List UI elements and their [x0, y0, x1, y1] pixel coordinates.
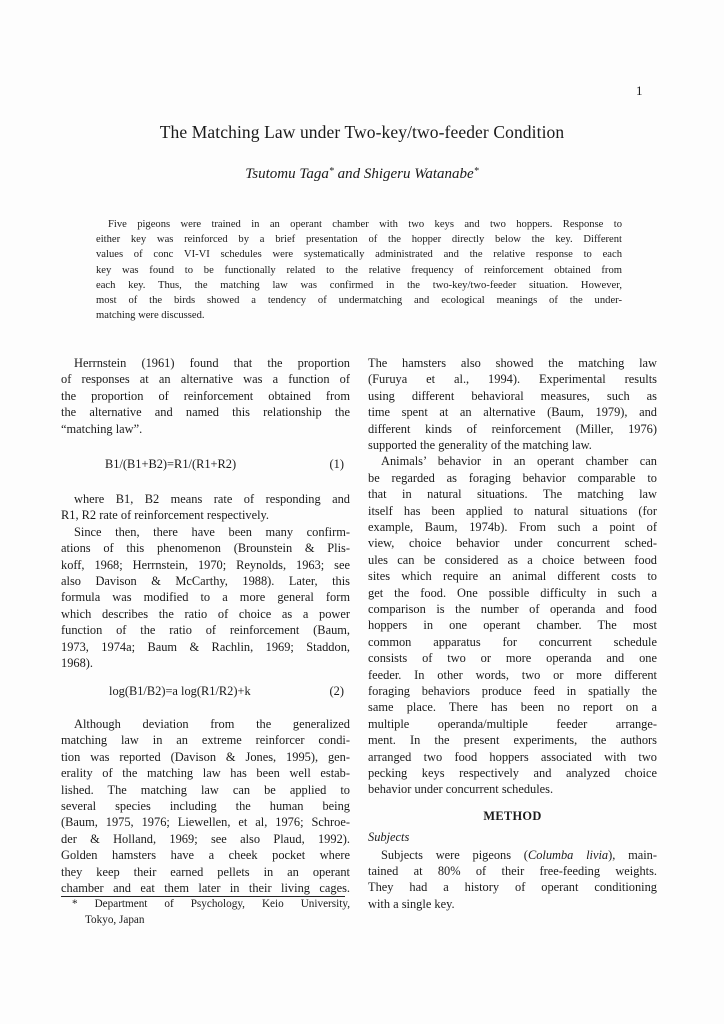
- body-line: ations of this phenomenon (Brounstein & Plis-: [61, 541, 350, 556]
- body-line: Golden hamsters have a cheek pocket where: [61, 848, 350, 863]
- body-line: pecking keys respectively and analyzed choice: [368, 766, 657, 780]
- body-line: function of the ratio of reinforcement (Baum,: [61, 623, 350, 638]
- body-line: der & Holland, 1969; see also Plaud, 1992).: [61, 831, 350, 846]
- section-heading-method: METHOD: [483, 809, 542, 823]
- body-line: chamber and eat them later in their living cages.: [61, 881, 350, 895]
- body-line: lished. The matching law can be applied to: [61, 782, 350, 797]
- body-line: behavior under concurrent schedules.: [368, 782, 554, 797]
- equation-formula: log(B1/B2)=a log(R1/R2)+k: [109, 684, 251, 698]
- species-name: Columba livia: [527, 847, 609, 862]
- body-line: foraging behaviors produce feed in spatially the: [368, 684, 657, 698]
- body-line: ules can be considered as a choice between food: [368, 552, 657, 567]
- body-line: with a single key.: [368, 896, 455, 911]
- page-number: 1: [636, 83, 643, 98]
- footnote-line: [72, 896, 350, 912]
- paper-title: The Matching Law under Two-key/two-feeder Condition: [159, 122, 565, 142]
- body-line: that in natural situations. The matching law: [368, 487, 657, 502]
- body-line: arranged two food hoppers associated with two: [368, 749, 657, 764]
- author-affiliation-mark: *: [473, 166, 479, 177]
- body-line: R1, R2 rate of reinforcement respectively.: [61, 508, 270, 523]
- equation-number: (1): [329, 457, 344, 471]
- equation-number: (2): [329, 684, 344, 698]
- equation-formula: B1/(B1+B2)=R1/(R1+R2): [105, 457, 237, 471]
- body-line: Although deviation from the generalized: [74, 717, 350, 731]
- abstract-line: values of conc VI-VI schedules were systematically administrated and the relative response to each: [96, 249, 622, 261]
- body-line: Since then, there have been many confirm-: [74, 524, 350, 539]
- body-line: itself has been applied to natural situations (for: [368, 503, 657, 518]
- abstract-line: matching were discussed.: [96, 310, 205, 322]
- body-line: they keep their earned pellets in an operant: [61, 864, 350, 879]
- author-name: Shigeru Watanabe: [363, 166, 474, 182]
- body-line: of responses at an alternative was a function of: [61, 372, 350, 387]
- abstract: [96, 217, 622, 323]
- footnote-line: Tokyo, Japan: [85, 914, 145, 926]
- footnote-mark: *: [72, 898, 78, 910]
- body-line: which describes the ratio of choice as a power: [61, 606, 350, 621]
- body-line: several species including the human being: [61, 799, 350, 813]
- body-line: same place. There has been no report on a: [368, 700, 657, 715]
- body-line: Herrnstein (1961) found that the proportion: [74, 356, 350, 370]
- body-line: 1968).: [61, 656, 94, 670]
- body-line: [368, 847, 657, 863]
- body-line: where B1, B2 means rate of responding and: [74, 492, 350, 506]
- body-line: the proportion of reinforcement obtained from: [61, 388, 350, 403]
- body-line: get the food. One possible difficulty in such a: [368, 585, 657, 600]
- body-line: erality of the matching law has been well estab-: [61, 766, 350, 781]
- body-line: “matching law”.: [61, 421, 143, 436]
- body-line: koff, 1968; Herrnstein, 1970; Reynolds, 1963; see: [61, 557, 350, 572]
- body-text: ), main-: [608, 847, 657, 862]
- equation-1: [61, 456, 350, 472]
- author-conjunction: and: [337, 166, 361, 182]
- body-line: hoppers in one operant chamber. The most: [368, 618, 657, 633]
- body-line: also Davison & McCarthy, 1988). Later, this: [61, 574, 350, 588]
- author-affiliation-mark: *: [328, 166, 334, 177]
- author-name: Tsutomu Taga: [245, 166, 329, 182]
- body-line: (Baum, 1975, 1976; Liewellen, et al, 1976; Schroe-: [61, 815, 350, 830]
- body-line: consists of two or more operanda and one: [368, 651, 657, 666]
- body-line: sites which require an animal different costs to: [368, 569, 657, 584]
- body-line: common apparatus for concurrent schedule: [368, 634, 657, 649]
- body-line: multiple operanda/multiple feeder arrange-: [368, 716, 657, 731]
- abstract-line: most of the birds showed a tendency of undermatching and ecological meanings of the under-: [96, 294, 622, 306]
- body-line: 1973, 1974a; Baum & Rachlin, 1969; Staddon,: [61, 639, 350, 654]
- body-line: tion was reported (Davison & Jones, 1995), gen-: [61, 749, 350, 764]
- body-line: different kinds of reinforcement (Miller, 1976): [368, 421, 657, 436]
- body-line: The hamsters also showed the matching law: [368, 356, 657, 370]
- body-line: They had a history of operant conditioning: [368, 880, 657, 895]
- footnote-text: Department of Psychology, Keio University,: [94, 898, 350, 910]
- body-line: tained at 80% of their free-feeding weights.: [368, 863, 657, 878]
- abstract-line: Five pigeons were trained in an operant chamber with two keys and two hoppers. Response to: [108, 219, 622, 230]
- body-line: view, choice behavior under concurrent sched-: [368, 536, 657, 551]
- equation-2: [61, 683, 350, 699]
- body-text: Subjects were pigeons (: [381, 847, 528, 862]
- abstract-line: each key. Thus, the matching law was confirmed in the two-key/two-feeder situation. However,: [96, 279, 622, 291]
- body-line: supported the generality of the matching law.: [368, 438, 592, 452]
- body-line: Animals’ behavior in an operant chamber can: [381, 454, 657, 469]
- body-line: matching law in an extreme reinforcer condi-: [61, 733, 350, 748]
- body-line: formula was modified to a more general form: [61, 590, 350, 605]
- body-line: using different behavioral measures, such as: [368, 388, 657, 403]
- body-line: time spent at an alternative (Baum, 1979), and: [368, 405, 657, 420]
- author-line: [0, 166, 724, 183]
- abstract-line: either key was reinforced by a brief presentation of the hopper directly below the key. Different: [96, 234, 622, 246]
- subsection-heading-subjects: Subjects: [368, 830, 410, 844]
- abstract-line: key was found to be functionally related to the relative frequency of reinforcement obtained from: [96, 264, 622, 276]
- body-line: feeder. In other words, two or more different: [368, 667, 657, 682]
- body-line: (Furuya et al., 1994). Experimental results: [368, 372, 657, 387]
- body-line: the alternative and named this relationship the: [61, 405, 350, 420]
- body-line: be regarded as foraging behavior comparable to: [368, 470, 657, 485]
- body-line: comparison is the number of operanda and food: [368, 602, 657, 616]
- body-line: ment. In the present experiments, the authors: [368, 733, 657, 748]
- body-line: example, Baum, 1974b). From such a point of: [368, 520, 657, 534]
